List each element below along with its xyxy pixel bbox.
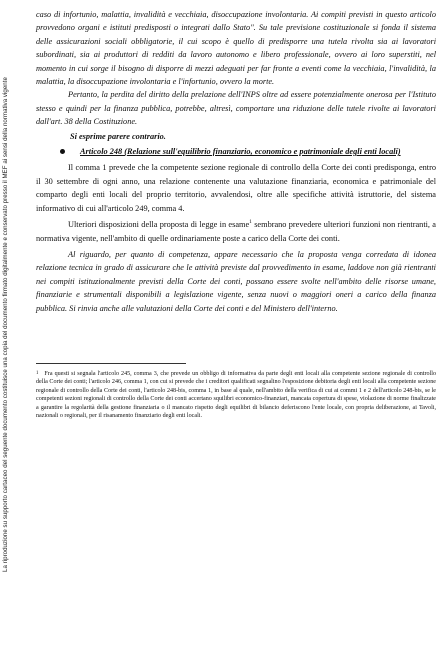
side-note-text: La riproduzione su supporto cartaceo del seguente documento costituisce una copia del documento firmato digitalmente e conservato presso il MEF ai sensi della normativa vigente <box>2 76 10 572</box>
article-heading <box>36 145 436 158</box>
para4-text-before: Ulteriori disposizioni della proposta di legge in esame <box>68 220 250 230</box>
paragraph-comma-1: Il comma 1 prevede che la competente sezione regionale di controllo della Corte dei conti predisponga, entro il 30 settembre di ogni anno, una relazione contenente una valutazione finanziaria, economica e patrimoniale del comparto degli enti locali del proprio territorio, avvalendosi, oltre alle specifiche attività istruttorie, del sistema informativo di cui all'articolo 249, comma 4. <box>36 163 436 213</box>
opinion-contrary: Si esprime parere contrario. <box>70 131 166 141</box>
paragraph-al-riguardo: Al riguardo, per quanto di competenza, appare necessario che la proposta venga corredata di idonea relazione tecnica in grado di assicurare che le attività previste dal provvedimento in esame, laddove non già rientranti nei compiti istituzionalmente previsti della Corte dei conti, possano essere svolte nell'ambito delle risorse umane, finanziarie e strumentali disponibili a legislazione vigente, senza nuovi o maggiori oneri a carico della finanza pubblica. Si rinvia anche alle valutazioni della Corte dei conti e del Ministero dell'interno. <box>36 249 436 313</box>
bullet-icon <box>60 149 65 154</box>
footnote-divider <box>36 363 186 364</box>
para4-text-after: sembrano prevedere ulteriori funzioni non rientranti, a normativa vigente, nell'ambito di quelle ordinariamente poste a carico della Corte dei conti. <box>36 220 436 243</box>
paragraph-ulteriori-disposizioni <box>36 218 436 245</box>
footnote-reference: 1 <box>249 219 252 226</box>
paragraph-constitution-quote: caso di infortunio, malattia, invalidità e vecchiaia, disoccupazione involontaria. Ai compiti previsti in questo articolo provvedono organi e istituti predisposti o integrati dallo Stato". Su tale previsione costituzionale si fonda il sistema delle assicurazioni sociali obbligatorie, il cui scopo è quello di predisporre una tutela rivolta sia ai lavoratori subordinati, sia ai produttori di redditi da lavoro autonomo e libero professionale, ovvero ai loro superstiti, nel momento in cui sorge il bisogno di disporre di mezzi adeguati per far fronte a eventi come la vecchiaia, l'invalidità, la malattia, la disoccupazione involontaria e l'infortunio, ovvero la morte. <box>36 10 436 87</box>
footnote-number: 1 <box>36 370 39 376</box>
digital-copy-side-note <box>1 6 10 642</box>
footnote <box>36 370 436 420</box>
paragraph-inps-prelazione: Pertanto, la perdita del diritto della prelazione dell'INPS oltre ad essere potenzialmente onerosa per l'Istituto stesso e quindi per la finanza pubblica, potrebbe, altresì, comportare una riduzione delle tutele rivolte ai lavoratori dall'art. 38 della Costituzione. <box>36 90 436 127</box>
document-page <box>36 8 436 420</box>
footnote-text: Fra questi si segnala l'articolo 245, comma 3, che prevede un obbligo di informativa da parte degli enti locali alla competente sezione regionale di controllo della Corte dei conti; l'articolo 246, comma 1, con cui si prevede che i creditori qualificati segnalino l'esposizione debitoria degli enti locali alla competente sezione regionale di controllo della Corte dei conti, l'articolo 248-bis, comma 1, in base al quale, nell'ambito della verifica di cui ai commi 1 e 2 dell'articolo 248-bis, se le competenti sezioni regionali di controllo della Corte dei conti accertano squilibri economico-finanziari, mancata copertura di spese, violazione di norme finalizzate a garantire la regolarità della gestione finanziaria o il mancato rispetto degli equilibri di bilancio deferiscono l'ente locale, con propria deliberazione, ai Tavoli, nazionali o regionali, per il risanamento finanziario degli enti locali. <box>36 370 436 419</box>
article-248-title: Articolo 248 (Relazione sull'equilibrio finanziario, economico e patrimoniale degli enti locali) <box>80 147 401 157</box>
